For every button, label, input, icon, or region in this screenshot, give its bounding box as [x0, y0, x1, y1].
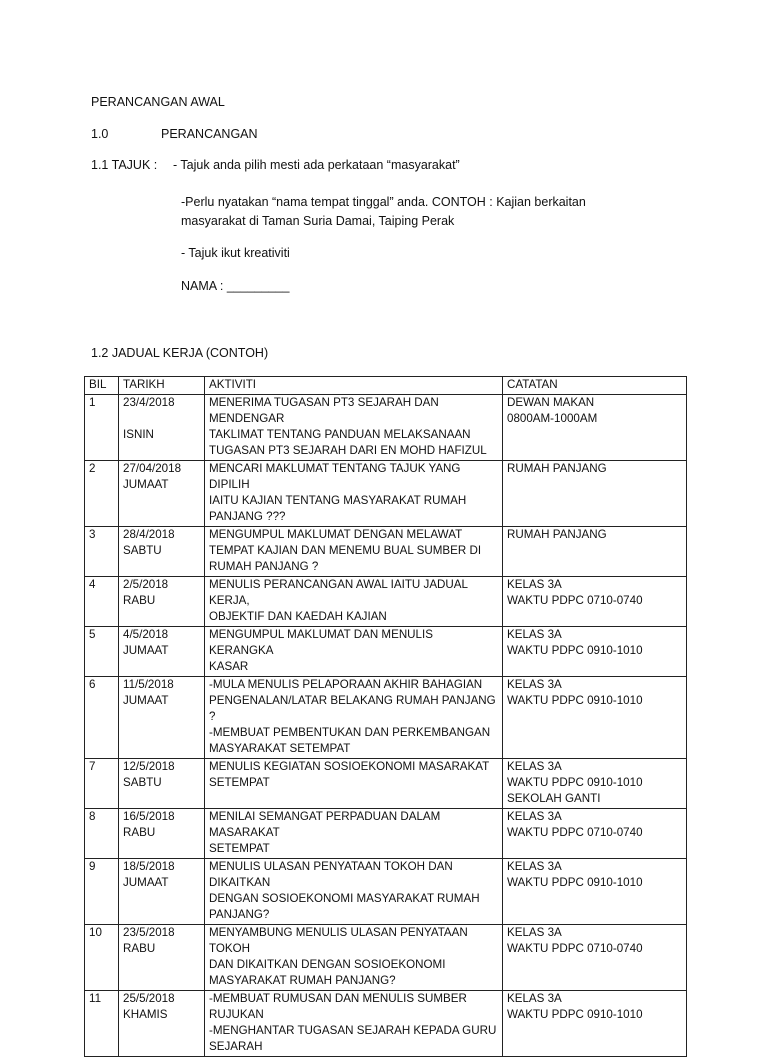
cell-catatan [503, 461, 687, 527]
cell-aktiviti [205, 859, 503, 925]
cell-tarikh [119, 395, 205, 461]
tarikh-line: 23/4/2018 [123, 396, 175, 409]
table-row [85, 809, 687, 859]
document-heading: PERANCANGAN AWAL [91, 95, 225, 109]
tarikh-line: KHAMIS [123, 1008, 168, 1021]
cell-aktiviti [205, 759, 503, 809]
cell-catatan [503, 577, 687, 627]
header-aktiviti: AKTIVITI [205, 377, 503, 395]
table-row [85, 925, 687, 991]
cell-tarikh [119, 577, 205, 627]
cell-aktiviti [205, 677, 503, 759]
jadual-kerja-title: 1.2 JADUAL KERJA (CONTOH) [91, 346, 269, 360]
cell-catatan [503, 809, 687, 859]
aktiviti-line: MENILAI SEMANGAT PERPADUAN DALAM MASARAKAT [209, 810, 441, 839]
table-row [85, 759, 687, 809]
cell-catatan [503, 677, 687, 759]
aktiviti-line: DENGAN SOSIOEKONOMI MASYARAKAT RUMAH [209, 892, 480, 905]
header-tarikh: TARIKH [119, 377, 205, 395]
cell-tarikh [119, 527, 205, 577]
aktiviti-line: TAKLIMAT TENTANG PANDUAN MELAKSANAAN [209, 428, 471, 441]
table-row [85, 577, 687, 627]
cell-bil: 4 [85, 577, 119, 627]
tajuk-instruction-3: - Tajuk ikut kreativiti [181, 246, 290, 260]
cell-aktiviti [205, 577, 503, 627]
tarikh-line: ISNIN [123, 428, 154, 441]
table-row [85, 859, 687, 925]
aktiviti-line: SETEMPAT [209, 776, 270, 789]
cell-bil: 8 [85, 809, 119, 859]
aktiviti-line: RUMAH PANJANG ? [209, 560, 319, 573]
aktiviti-line: IAITU KAJIAN TENTANG MASYARAKAT RUMAH [209, 494, 467, 507]
cell-tarikh [119, 677, 205, 759]
catatan-line: KELAS 3A [507, 926, 562, 939]
tarikh-line: 12/5/2018 [123, 760, 175, 773]
section-title: PERANCANGAN [161, 127, 258, 141]
table-row [85, 395, 687, 461]
table-row [85, 461, 687, 527]
cell-bil: 10 [85, 925, 119, 991]
catatan-line: WAKTU PDPC 0710-0740 [507, 942, 643, 955]
tarikh-line: RABU [123, 942, 156, 955]
cell-bil: 5 [85, 627, 119, 677]
cell-aktiviti [205, 461, 503, 527]
tajuk-instruction-1: - Tajuk anda pilih mesti ada perkataan “masyarakat” [173, 158, 460, 172]
catatan-line: WAKTU PDPC 0910-1010 [507, 1008, 643, 1021]
cell-bil: 1 [85, 395, 119, 461]
aktiviti-line: MENULIS ULASAN PENYATAAN TOKOH DAN DIKAITKAN [209, 860, 453, 889]
catatan-line: KELAS 3A [507, 760, 562, 773]
catatan-line: WAKTU PDPC 0910-1010 [507, 776, 643, 789]
cell-catatan [503, 395, 687, 461]
catatan-line: WAKTU PDPC 0710-0740 [507, 594, 643, 607]
aktiviti-line: TUGASAN PT3 SEJARAH DARI EN MOHD HAFIZUL [209, 444, 487, 457]
catatan-line: KELAS 3A [507, 810, 562, 823]
tarikh-line: 16/5/2018 [123, 810, 175, 823]
nama-field: NAMA : _________ [181, 279, 290, 293]
table-body [85, 395, 687, 1057]
cell-aktiviti [205, 809, 503, 859]
table-row [85, 527, 687, 577]
tarikh-line: RABU [123, 826, 156, 839]
aktiviti-line: RUJUKAN [209, 1008, 264, 1021]
aktiviti-line: MENGUMPUL MAKLUMAT DAN MENULIS KERANGKA [209, 628, 433, 657]
tarikh-line: SABTU [123, 544, 162, 557]
cell-tarikh [119, 461, 205, 527]
cell-aktiviti [205, 925, 503, 991]
aktiviti-line: SETEMPAT [209, 842, 270, 855]
tarikh-line: 27/04/2018 [123, 462, 182, 475]
tarikh-line [123, 411, 200, 427]
tarikh-line: 18/5/2018 [123, 860, 175, 873]
catatan-line: SEKOLAH GANTI [507, 792, 601, 805]
aktiviti-line: MENCARI MAKLUMAT TENTANG TAJUK YANG DIPILIH [209, 462, 461, 491]
tarikh-line: JUMAAT [123, 876, 169, 889]
catatan-line: KELAS 3A [507, 992, 562, 1005]
aktiviti-line: MASYARAKAT RUMAH PANJANG? [209, 974, 396, 987]
catatan-line: WAKTU PDPC 0910-1010 [507, 876, 643, 889]
jadual-kerja-table [84, 376, 687, 1057]
aktiviti-line: OBJEKTIF DAN KAEDAH KAJIAN [209, 610, 387, 623]
tarikh-line: JUMAAT [123, 478, 169, 491]
aktiviti-line: PANJANG? [209, 908, 270, 921]
cell-aktiviti [205, 395, 503, 461]
catatan-line: WAKTU PDPC 0710-0740 [507, 826, 643, 839]
tajuk-instruction-2: -Perlu nyatakan “nama tempat tinggal” anda. CONTOH : Kajian berkaitan masyarakat di Taman Suria Damai, Taiping Perak [181, 195, 586, 228]
aktiviti-line: MENGUMPUL MAKLUMAT DENGAN MELAWAT [209, 528, 463, 541]
aktiviti-line: KASAR [209, 660, 249, 673]
header-bil: BIL [85, 377, 119, 395]
cell-catatan [503, 527, 687, 577]
aktiviti-line: MENYAMBUNG MENULIS ULASAN PENYATAAN TOKOH [209, 926, 468, 955]
catatan-line: RUMAH PANJANG [507, 528, 607, 541]
cell-tarikh [119, 859, 205, 925]
catatan-line: KELAS 3A [507, 578, 562, 591]
cell-bil: 3 [85, 527, 119, 577]
tarikh-line: RABU [123, 594, 156, 607]
tajuk-label: 1.1 TAJUK : [91, 158, 158, 172]
catatan-line: WAKTU PDPC 0910-1010 [507, 694, 643, 707]
cell-tarikh [119, 809, 205, 859]
cell-bil: 2 [85, 461, 119, 527]
cell-catatan [503, 925, 687, 991]
tarikh-line: JUMAAT [123, 644, 169, 657]
aktiviti-line: SEJARAH [209, 1040, 263, 1053]
cell-bil: 7 [85, 759, 119, 809]
tarikh-line: 2/5/2018 [123, 578, 169, 591]
tarikh-line: 25/5/2018 [123, 992, 175, 1005]
tarikh-line: 11/5/2018 [123, 678, 174, 691]
cell-bil: 6 [85, 677, 119, 759]
catatan-line: WAKTU PDPC 0910-1010 [507, 644, 643, 657]
cell-tarikh [119, 759, 205, 809]
aktiviti-line: MASYARAKAT SETEMPAT [209, 742, 351, 755]
table-row [85, 627, 687, 677]
aktiviti-line: -MEMBUAT RUMUSAN DAN MENULIS SUMBER [209, 992, 467, 1005]
cell-catatan [503, 859, 687, 925]
catatan-line: DEWAN MAKAN [507, 396, 595, 409]
cell-bil: 11 [85, 991, 119, 1057]
aktiviti-line: -MULA MENULIS PELAPORAAN AKHIR BAHAGIAN [209, 678, 483, 691]
cell-catatan [503, 627, 687, 677]
tarikh-line: SABTU [123, 776, 162, 789]
header-catatan: CATATAN [503, 377, 687, 395]
table-header-row [85, 377, 687, 395]
aktiviti-line: MENERIMA TUGASAN PT3 SEJARAH DAN MENDENGAR [209, 396, 439, 425]
aktiviti-line: MENULIS PERANCANGAN AWAL IAITU JADUAL KERJA, [209, 578, 468, 607]
aktiviti-line: PENGENALAN/LATAR BELAKANG RUMAH PANJANG ? [209, 694, 496, 723]
section-number: 1.0 [91, 127, 109, 141]
tarikh-line: 4/5/2018 [123, 628, 169, 641]
aktiviti-line: DAN DIKAITKAN DENGAN SOSIOEKONOMI [209, 958, 446, 971]
aktiviti-line: TEMPAT KAJIAN DAN MENEMU BUAL SUMBER DI [209, 544, 482, 557]
cell-catatan [503, 759, 687, 809]
cell-aktiviti [205, 627, 503, 677]
catatan-line: KELAS 3A [507, 678, 562, 691]
catatan-line: KELAS 3A [507, 860, 562, 873]
cell-bil: 9 [85, 859, 119, 925]
tarikh-line: 28/4/2018 [123, 528, 175, 541]
tarikh-line: 23/5/2018 [123, 926, 175, 939]
aktiviti-line: -MEMBUAT PEMBENTUKAN DAN PERKEMBANGAN [209, 726, 491, 739]
tarikh-line: JUMAAT [123, 694, 169, 707]
cell-tarikh [119, 925, 205, 991]
cell-aktiviti [205, 527, 503, 577]
aktiviti-line: MENULIS KEGIATAN SOSIOEKONOMI MASARAKAT [209, 760, 490, 773]
aktiviti-line: -MENGHANTAR TUGASAN SEJARAH KEPADA GURU [209, 1024, 497, 1037]
catatan-line: RUMAH PANJANG [507, 462, 607, 475]
table-row [85, 677, 687, 759]
cell-tarikh [119, 627, 205, 677]
catatan-line: 0800AM-1000AM [507, 412, 598, 425]
aktiviti-line: PANJANG ??? [209, 510, 286, 523]
catatan-line: KELAS 3A [507, 628, 562, 641]
